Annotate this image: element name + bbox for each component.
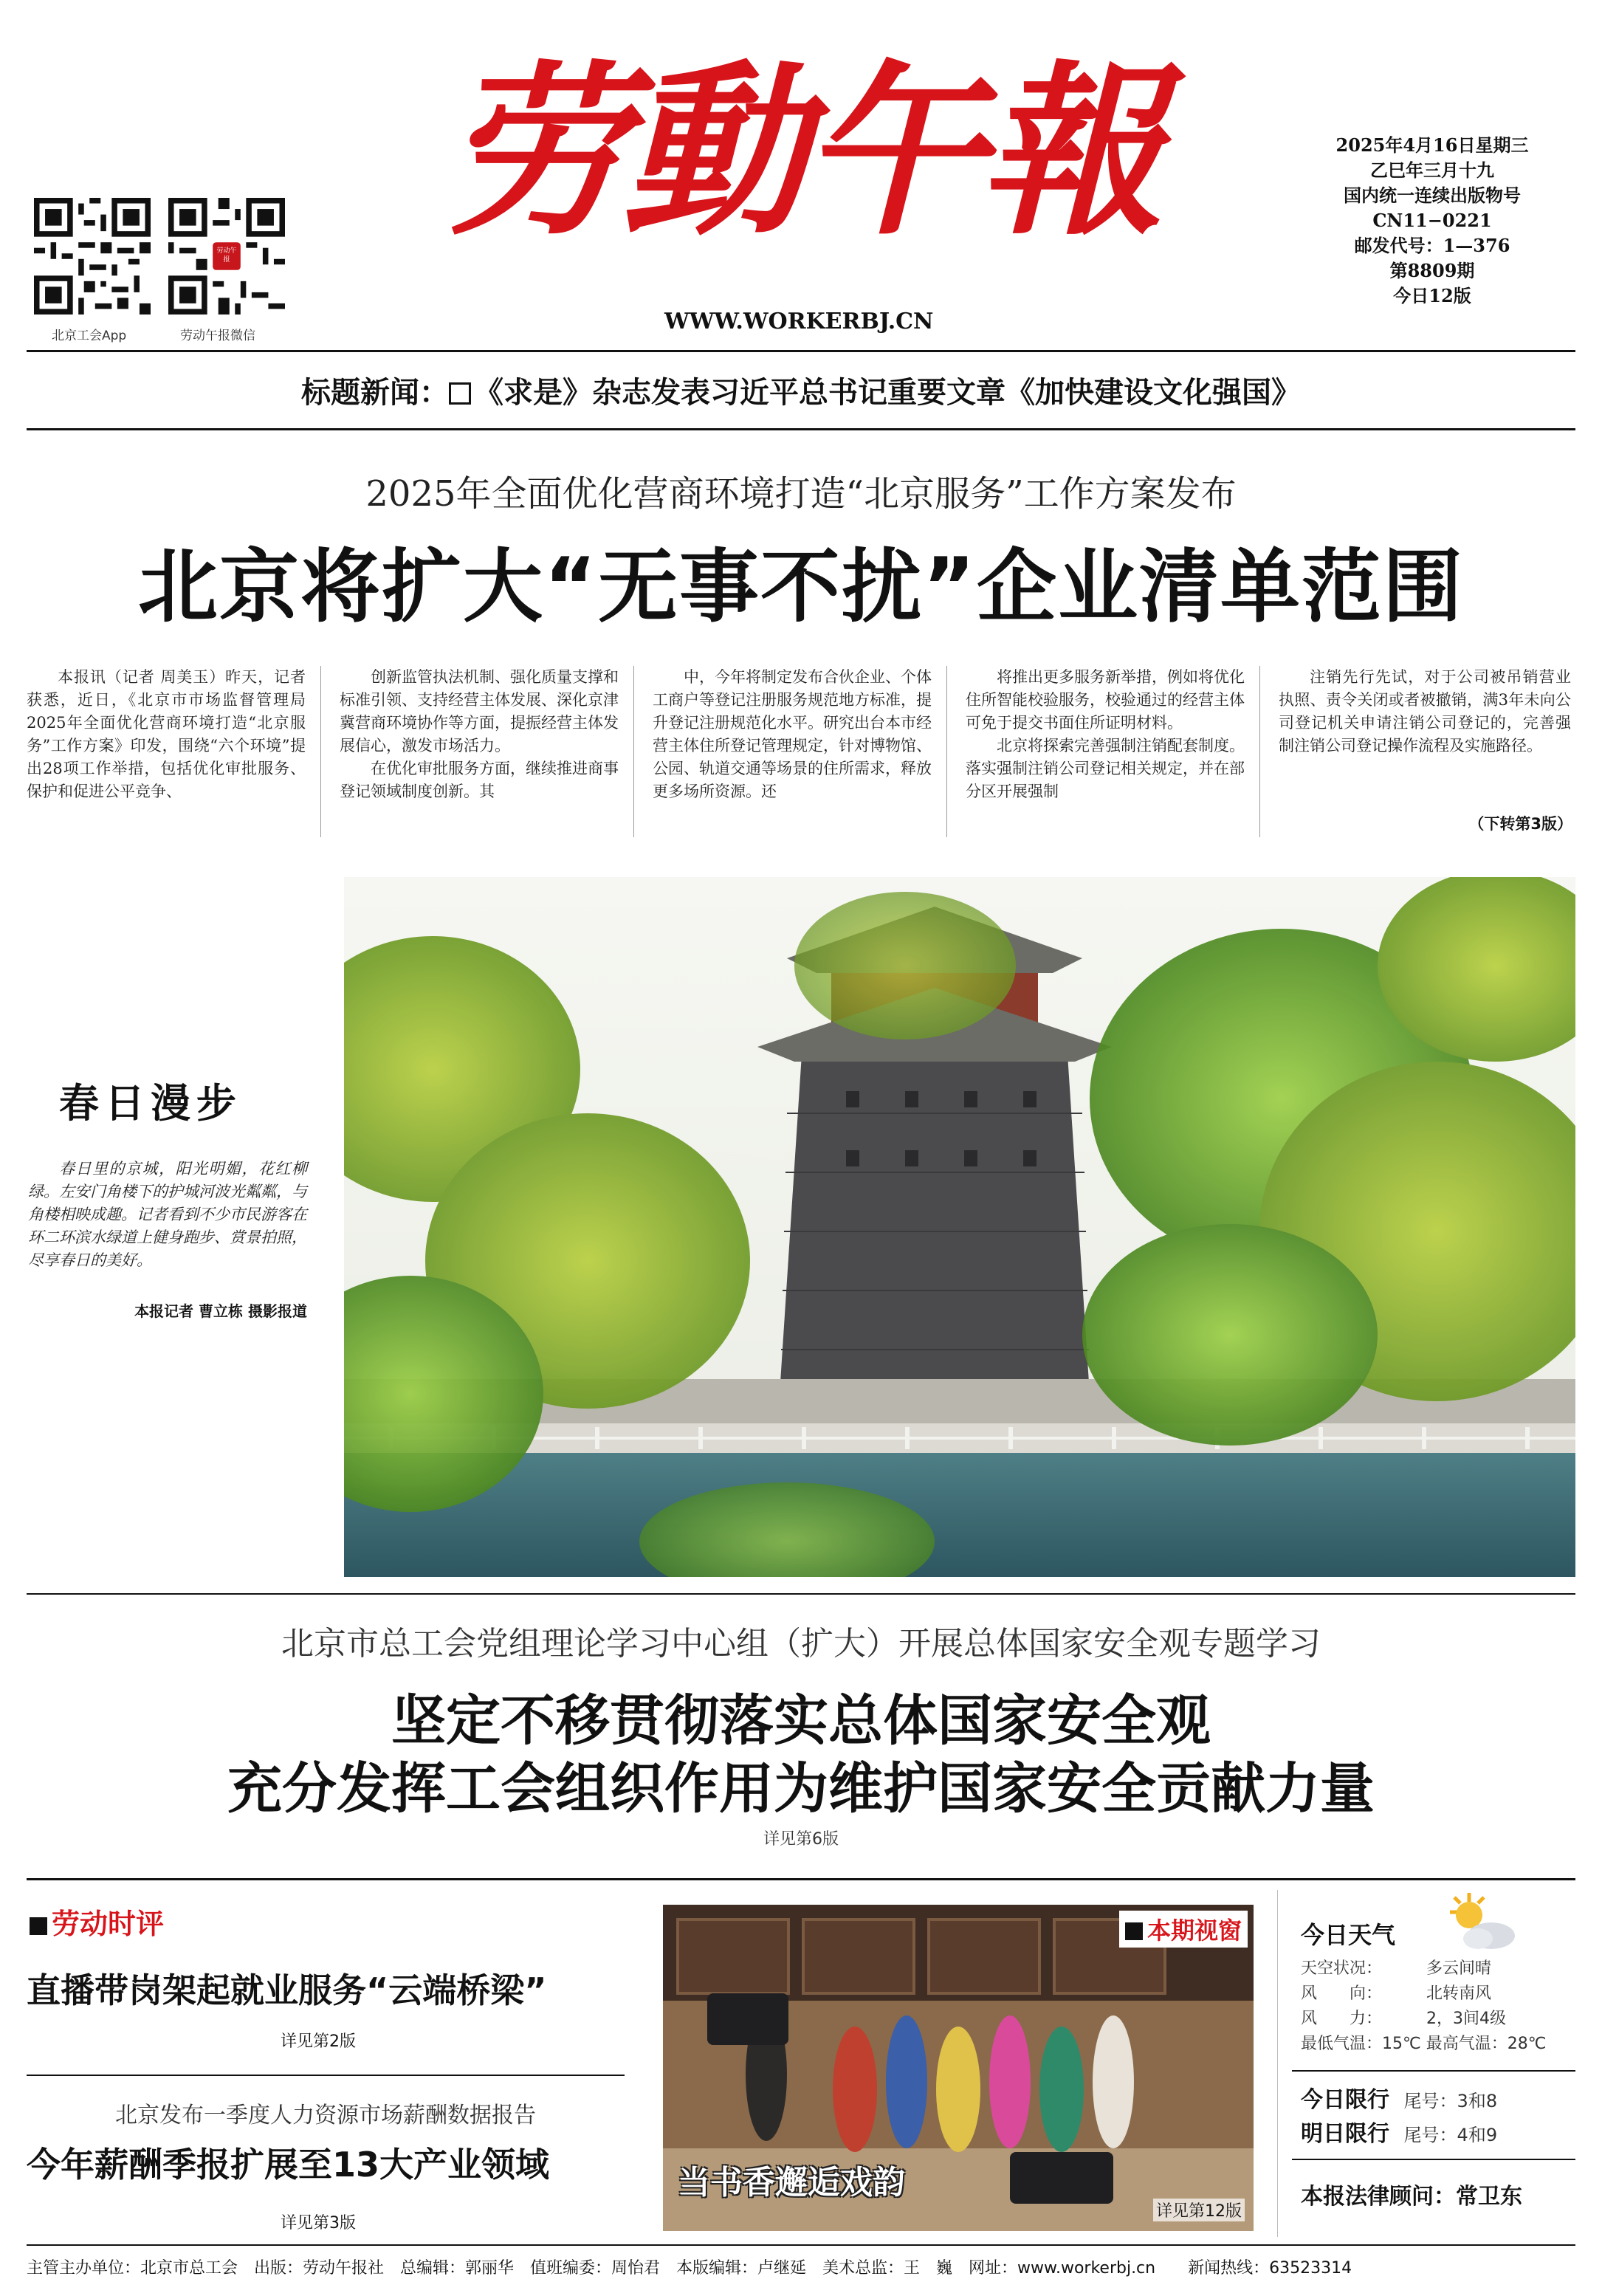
bottom-section-rule (27, 1878, 1575, 1880)
masthead-title: 劳動午報 (443, 43, 1158, 260)
window-caption[interactable]: 当书香邂逅戏韵 (678, 2164, 905, 2202)
weather-wind-dir-label: 风 向： (1301, 1984, 1383, 2003)
weather-wind-dir-value: 北转南风 (1426, 1984, 1492, 2003)
issue-meta (1299, 133, 1565, 309)
lead-column-2-text: 创新监管执法机制、强化质量支撑和标准引领、支持经营主体发展、深化京津冀营商环境协作等方面，提振经营主体发展信心，激发市场活力。 (340, 668, 619, 755)
footer-rule (27, 2244, 1575, 2246)
footer-credits: 主管主办单位：北京市总工会 出版：劳动午报社 总编辑：郭丽华 值班编委：周怡君 本版编辑：卢继延 美术总监：王 巍 网址：www.workerbj.cn 新闻热线：63523314 (27, 2259, 1352, 2278)
square-bullet-icon (449, 382, 471, 405)
headline-bar-text: 《求是》杂志发表习近平总书记重要文章《加快建设文化强国》 (474, 376, 1301, 410)
photo-rule (27, 1593, 1575, 1595)
traffic-today (1301, 2083, 1497, 2118)
masthead-url[interactable]: WWW.WORKERBJ.CN (664, 309, 934, 334)
lead-column-3-text: 中，今年将制定发布合伙企业、个体工商户等登记注册服务规范地方标准，提升登记注册规范化水平。研究出台本市经营主体住所登记管理规定，针对博物馆、公园、轨道交通等场景的住所需求，释放更多场所资源。还 (653, 668, 932, 800)
weather-row (1301, 2032, 1574, 2057)
lead-column-3 (653, 666, 932, 803)
column-divider (633, 666, 634, 837)
weather-sky-value: 多云间晴 (1426, 1959, 1492, 1978)
lead-column-1-text: 本报讯（记者 周美玉）昨天，记者获悉，近日，《北京市市场监督管理局2025年全面优化营商环境打造“北京服务”工作方案》印发，围绕“六个环境”提出28项工作举措，包括优化审批服务、保护和促进公平竞争、 (27, 668, 306, 800)
qr-badge-text: 劳动午报 (216, 247, 237, 264)
second-story-kicker: 北京市总工会党组理论学习中心组（扩大）开展总体国家安全观专题学习 (281, 1625, 1321, 1663)
lead-column-4 (966, 666, 1245, 803)
photo-credit: 本报记者 曹立栋 摄影报道 (134, 1302, 307, 1320)
postal-code: 邮发代号：1—376 (1354, 235, 1510, 256)
window-section-label (1119, 1911, 1248, 1948)
traffic-tomorrow-value: 尾号：4和9 (1403, 2125, 1498, 2145)
serial-number: CN11−0221 (1372, 210, 1492, 231)
window-see[interactable]: 详见第12版 (1153, 2199, 1245, 2221)
traffic-tomorrow (1301, 2117, 1497, 2152)
right-panel-divider (1277, 1890, 1278, 2237)
window-photo-opera (663, 1905, 1254, 2231)
window-section-text: 本期视窗 (1147, 1917, 1242, 1945)
traffic-rule (1292, 2159, 1575, 2160)
photo-caption-text: 春日里的京城，阳光明媚，花红柳绿。左安门角楼下的护城河波光粼粼，与角楼相映成趣。记者看到不少市民游客在环二环滨水绿道上健身跑步、赏景拍照，尽享春日的美好。 (28, 1160, 307, 1269)
qr-left-caption: 北京工会App (52, 329, 127, 343)
lead-column-1 (27, 666, 306, 803)
column-divider (946, 666, 947, 837)
commentary-title[interactable]: 直播带岗架起就业服务“云端桥梁” (27, 1970, 547, 2010)
weather-wind-force-label: 风 力： (1301, 2010, 1383, 2028)
qr-code-icon (34, 198, 151, 315)
weather-title: 今日天气 (1301, 1921, 1396, 1949)
second-story-see[interactable]: 详见第6版 (763, 1830, 839, 1849)
lead-column-4-text: 将推出更多服务新举措，例如将优化住所智能校验服务，校验通过的经营主体可免于提交书面住所证明材料。 (966, 668, 1245, 732)
headline-bar-rule (27, 428, 1575, 430)
weather-wind-force-value: 2，3间4级 (1426, 2010, 1506, 2028)
commentary-section-label (30, 1901, 164, 1942)
square-bullet-icon (30, 1917, 47, 1935)
second-story-title-line1[interactable]: 坚定不移贯彻落实总体国家安全观 (391, 1689, 1211, 1753)
salary-see[interactable]: 详见第3版 (281, 2214, 356, 2233)
commentary-rule (27, 2075, 625, 2076)
square-bullet-icon (1125, 1922, 1143, 1940)
weather-temp-value: 15℃ 最高气温：28℃ (1382, 2035, 1547, 2053)
lead-paragraph: 北京将探索完善强制注销配套制度。落实强制注销公司登记相关规定，并在部分区开展强制 (966, 737, 1245, 800)
weather-row (1301, 1956, 1574, 1981)
column-divider (320, 666, 321, 837)
column-divider (1259, 666, 1260, 837)
lead-headline[interactable]: 北京将扩大“无事不扰”企业清单范围 (138, 541, 1464, 633)
qr-right-caption: 劳动午报微信 (180, 329, 255, 343)
weather-details (1301, 1956, 1574, 2057)
weather-rule (1292, 2070, 1575, 2072)
legal-value: 常卫东 (1456, 2184, 1522, 2210)
feature-photo-image (344, 877, 1575, 1577)
issue-date: 2025年4月16日星期三 (1335, 134, 1529, 156)
traffic-today-label: 今日限行 (1301, 2087, 1389, 2113)
traffic-tomorrow-label: 明日限行 (1301, 2121, 1389, 2147)
qr-code-wechat (168, 198, 285, 315)
weather-row (1301, 1981, 1574, 2007)
photo-feature-caption (28, 1158, 307, 1272)
headline-news-bar[interactable] (0, 362, 1602, 424)
weather-row (1301, 2007, 1574, 2032)
photo-feature-title: 春日漫步 (59, 1080, 242, 1127)
partly-cloudy-icon (1440, 1890, 1521, 1956)
commentary-section-text: 劳动时评 (52, 1908, 165, 1940)
lead-column-5 (1279, 666, 1571, 757)
headline-bar-label: 标题新闻： (301, 376, 449, 410)
issue-number: 第8809期 (1389, 260, 1475, 281)
feature-photo-corner-tower (344, 877, 1575, 1577)
traffic-today-value: 尾号：3和8 (1403, 2091, 1498, 2111)
lunar-date: 乙巳年三月十九 (1370, 159, 1494, 181)
masthead-rule (27, 350, 1575, 352)
lead-column-5-text: 注销先行先试，对于公司被吊销营业执照、责令关闭或者被撤销，满3年未向公司登记机关申请注销公司登记的，完善强制注销公司登记操作流程及实施路径。 (1279, 668, 1571, 755)
weather-sky-label: 天空状况： (1301, 1959, 1383, 1978)
commentary-see[interactable]: 详见第2版 (281, 2032, 356, 2051)
serial-label: 国内统一连续出版物号 (1344, 185, 1521, 206)
page-count: 今日12版 (1393, 285, 1471, 306)
qr-code-beijing-union-app (34, 198, 151, 315)
lead-column-2 (340, 666, 619, 803)
lead-paragraph: 在优化审批服务方面，继续推进商事登记领域制度创新。其 (340, 760, 619, 800)
lead-continued[interactable]: （下转第3版） (1468, 815, 1572, 833)
second-story-title-line2[interactable]: 充分发挥工会组织作用为维护国家安全贡献力量 (227, 1757, 1375, 1821)
legal-advisor (1301, 2178, 1522, 2210)
weather-temp-label: 最低气温： (1301, 2035, 1383, 2053)
salary-title[interactable]: 今年薪酬季报扩展至13大产业领域 (27, 2145, 550, 2185)
lead-kicker: 2025年全面优化营商环境打造“北京服务”工作方案发布 (365, 473, 1237, 515)
legal-label: 本报法律顾问： (1301, 2184, 1456, 2210)
salary-kicker: 北京发布一季度人力资源市场薪酬数据报告 (115, 2103, 536, 2128)
